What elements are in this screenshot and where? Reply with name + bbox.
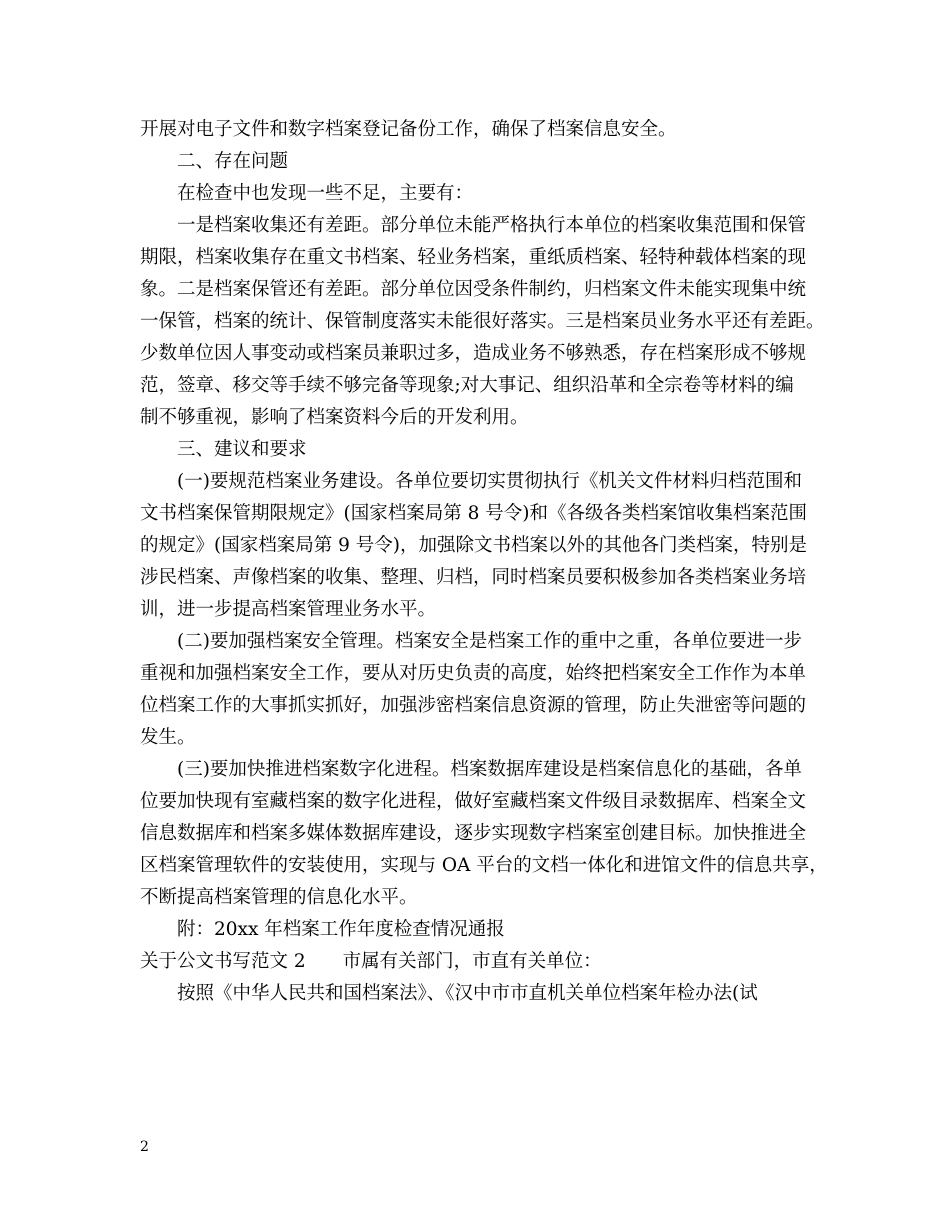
text-line: 不断提高档案管理的信息化水平。 [140, 887, 418, 908]
text-line: 位要加快现有室藏档案的数字化进程，做好室藏档案文件级目录数据库、档案全文 [140, 791, 807, 812]
text-line: 涉民档案、声像档案的收集、整理、归档，同时档案员要积极参加各类档案业务培 [140, 567, 807, 588]
text-line: 发生。 [140, 727, 196, 748]
text-line: 关于公文书写范文 2 市属有关部门，市直有关单位： [140, 951, 602, 972]
text-line: 范，签章、移交等手续不够完备等现象;对大事记、组织沿革和全宗卷等材料的编 [140, 375, 794, 396]
text-line: 区档案管理软件的安装使用，实现与 OA 平台的文档一体化和进馆文件的信息共享， [140, 855, 828, 876]
page-number: 2 [140, 1139, 149, 1155]
text-line: 的规定》(国家档案局第 9 号令)，加强除文书档案以外的其他各门类档案，特别是 [140, 535, 807, 556]
text-line: 象。二是档案保管还有差距。部分单位因受条件制约，归档案文件未能实现集中统 [140, 279, 807, 300]
text-line: (三)要加快推进档案数字化进程。档案数据库建设是档案信息化的基础，各单 [177, 759, 802, 780]
text-line: 期限，档案收集存在重文书档案、轻业务档案，重纸质档案、轻特种载体档案的现 [140, 247, 807, 268]
document-body [140, 114, 828, 1010]
text-line: 一保管，档案的统计、保管制度落实未能很好落实。三是档案员业务水平还有差距。 [140, 311, 825, 332]
text-line: 少数单位因人事变动或档案员兼职过多，造成业务不够熟悉，存在档案形成不够规 [140, 343, 807, 364]
text-line: 信息数据库和档案多媒体数据库建设，逐步实现数字档案室创建目标。加快推进全 [140, 823, 807, 844]
text-line: (二)要加强档案安全管理。档案安全是档案工作的重中之重，各单位要进一步 [177, 631, 802, 652]
attachment-note: 附：20xx 年档案工作年度检查情况通报 [177, 919, 505, 940]
section-heading-suggestions: 三、建议和要求 [177, 439, 307, 460]
text-line: 制不够重视，影响了档案资料今后的开发利用。 [140, 407, 529, 428]
text-line: 训，进一步提高档案管理业务水平。 [140, 599, 437, 620]
text-line: 按照《中华人民共和国档案法》、《汉中市市直机关单位档案年检办法(试 [177, 983, 758, 1004]
text-line: 位档案工作的大事抓实抓好，加强涉密档案信息资源的管理，防止失泄密等问题的 [140, 695, 807, 716]
section-heading-problems: 二、存在问题 [177, 151, 289, 172]
text-line: 在检查中也发现一些不足，主要有： [177, 183, 474, 204]
text-line: 文书档案保管期限规定》(国家档案局第 8 号令)和《各级各类档案馆收集档案范围 [140, 503, 807, 524]
text-line: 重视和加强档案安全工作，要从对历史负责的高度，始终把档案安全工作作为本单 [140, 663, 807, 684]
text-line: 一是档案收集还有差距。部分单位未能严格执行本单位的档案收集范围和保管 [177, 215, 807, 236]
text-line: (一)要规范档案业务建设。各单位要切实贯彻执行《机关文件材料归档范围和 [177, 471, 802, 492]
text-line: 开展对电子文件和数字档案登记备份工作，确保了档案信息安全。 [140, 119, 677, 140]
